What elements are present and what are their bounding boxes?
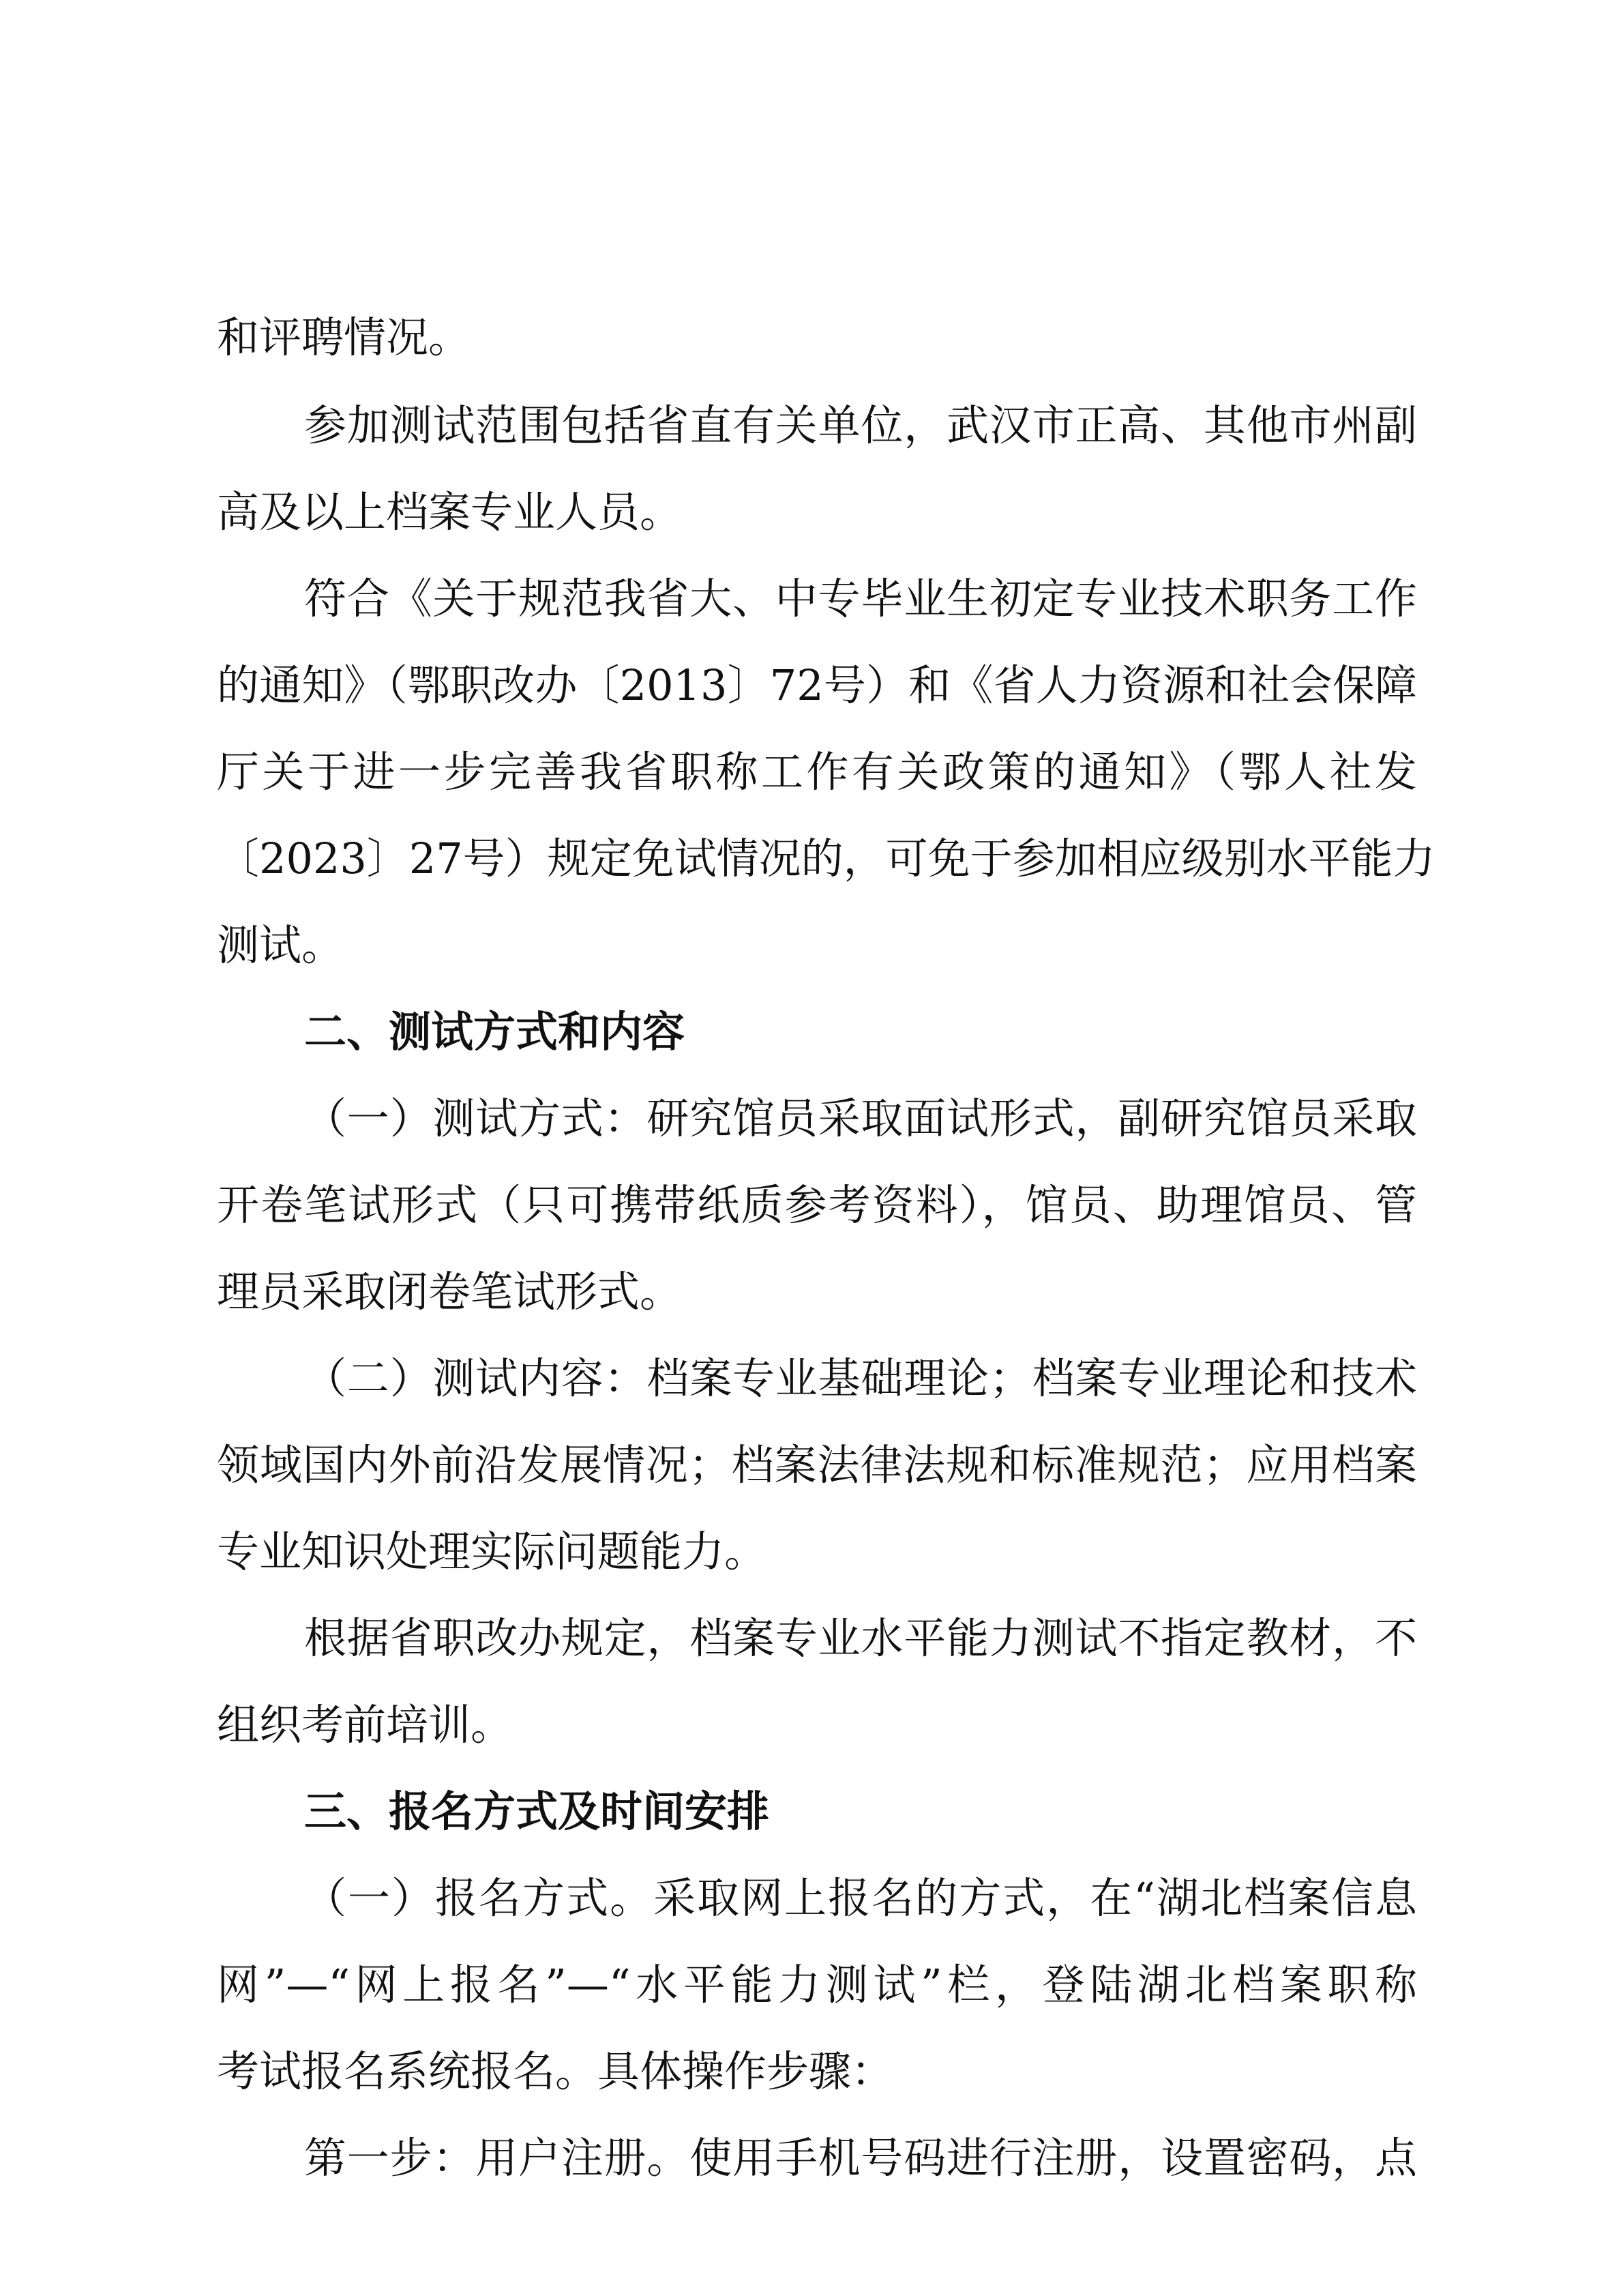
body-line: 开卷笔试形式（只可携带纸质参考资料），馆员、助理馆员、管	[217, 1180, 1417, 1230]
body-line: 和评聘情况。	[217, 312, 471, 362]
body-line: 测试。	[217, 920, 344, 970]
body-line: 专业知识处理实际问题能力。	[217, 1527, 767, 1576]
body-line: 考试报名系统报名。具体操作步骤：	[217, 2046, 894, 2096]
body-line: 高及以上档案专业人员。	[217, 487, 683, 537]
body-line: 符合《关于规范我省大、中专毕业生初定专业技术职务工作	[304, 574, 1417, 623]
body-line: 的通知》（鄂职改办〔2013〕72号）和《省人力资源和社会保障	[217, 660, 1417, 710]
body-line: 根据省职改办规定，档案专业水平能力测试不指定教材，不	[304, 1613, 1417, 1663]
body-line: 理员采取闭卷笔试形式。	[217, 1267, 683, 1316]
body-line: （一）报名方式。采取网上报名的方式，在“湖北档案信息	[304, 1873, 1417, 1923]
body-line: 参加测试范围包括省直有关单位，武汉市正高、其他市州副	[304, 400, 1417, 450]
body-line: 网”—“网上报名”—“水平能力测试”栏，登陆湖北档案职称	[217, 1960, 1417, 2010]
body-line: 领域国内外前沿发展情况；档案法律法规和标准规范；应用档案	[217, 1440, 1417, 1490]
body-line: （一）测试方式：研究馆员采取面试形式，副研究馆员采取	[304, 1093, 1417, 1143]
section-heading: 三、报名方式及时间安排	[304, 1786, 770, 1836]
body-line: （二）测试内容：档案专业基础理论；档案专业理论和技术	[304, 1353, 1417, 1403]
section-heading: 二、测试方式和内容	[304, 1007, 685, 1057]
body-line: 厅关于进一步完善我省职称工作有关政策的通知》（鄂人社发	[217, 747, 1417, 797]
body-line: 第一步：用户注册。使用手机号码进行注册，设置密码，点	[304, 2133, 1417, 2183]
body-line: 〔2023〕27号）规定免试情况的，可免于参加相应级别水平能力	[217, 834, 1435, 883]
body-line: 组织考前培训。	[217, 1700, 513, 1750]
